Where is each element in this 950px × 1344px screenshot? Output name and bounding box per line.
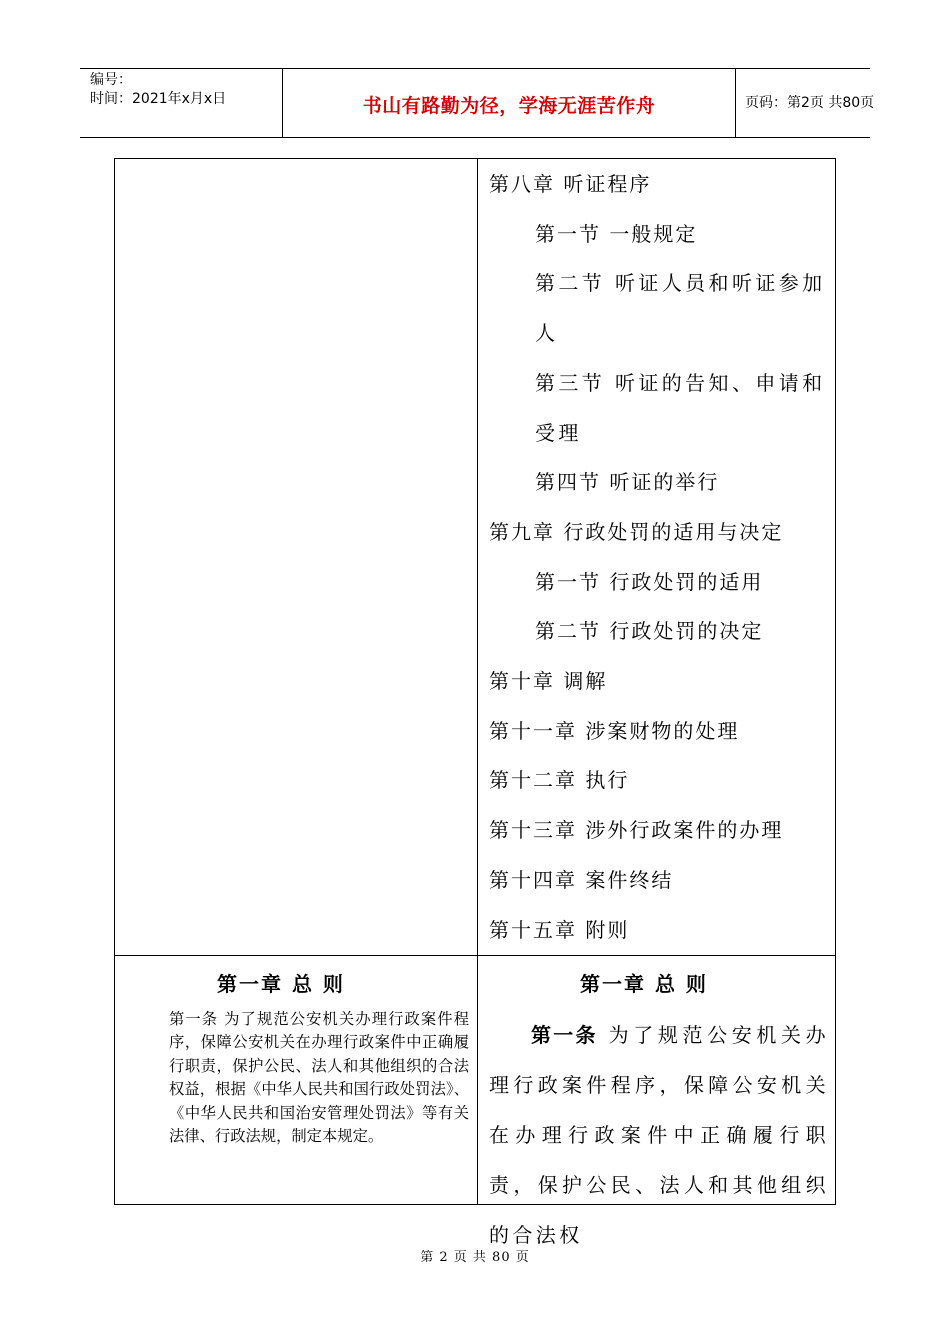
table-column-divider <box>477 158 478 1205</box>
left-article-text <box>123 1008 469 1148</box>
toc-item: 第十三章 涉外行政案件的办理 <box>489 818 784 843</box>
toc-item: 第八章 听证程序 <box>489 172 652 196</box>
toc-item: 第十一章 涉案财物的处理 <box>489 718 740 743</box>
right-article-body: 为了规范公安机关办理行政案件程序，保障公安机关在办理行政案件中正确履行职责，保护公民、法人和其他组织的合法权 <box>489 1023 830 1247</box>
left-chapter-title: 第一章 总 则 <box>217 972 345 996</box>
right-chapter-title: 第一章 总 则 <box>580 972 708 996</box>
right-article-text <box>489 1010 829 1260</box>
toc-item: 第二节 听证人员和听证参加人 <box>535 271 826 346</box>
right-article-label: 第一条 <box>531 1023 598 1047</box>
toc-item: 第三节 听证的告知、申请和受理 <box>535 370 826 445</box>
page-footer: 第 2 页 共 80 页 <box>420 1250 530 1265</box>
doc-time-label: 时间：2021年x月x日 <box>90 91 227 107</box>
header-page-label: 页码：第2页 共80页 <box>745 95 875 111</box>
doc-number-label: 编号： <box>90 72 132 88</box>
toc-item: 第四节 听证的举行 <box>535 470 720 495</box>
toc-item: 第二节 行政处罚的决定 <box>535 619 764 644</box>
page-header <box>80 68 875 138</box>
toc-item: 第一节 一般规定 <box>535 221 698 246</box>
table-of-contents <box>489 160 834 955</box>
header-motto-cell <box>282 69 736 137</box>
header-info-cell <box>80 69 282 137</box>
toc-item: 第十五章 附则 <box>489 917 630 942</box>
toc-item: 第十章 调解 <box>489 669 608 694</box>
left-article-paragraph: 第一条 为了规范公安机关办理行政案件程序，保障公安机关在办理行政案件中正确履行职责，保护公民、法人和其他组织的合法权益，根据《中华人民共和国行政处罚法》、《中华人民共和国治安管理处罚法》等有关法律、行政法规，制定本规定。 <box>169 1010 469 1146</box>
header-page-cell <box>735 69 875 137</box>
toc-item: 第十四章 案件终结 <box>489 867 674 892</box>
header-motto: 书山有路勤为径，学海无涯苦作舟 <box>362 95 656 117</box>
toc-item: 第九章 行政处罚的适用与决定 <box>489 519 784 544</box>
toc-item: 第十二章 执行 <box>489 768 630 793</box>
toc-item: 第一节 行政处罚的适用 <box>535 569 764 594</box>
